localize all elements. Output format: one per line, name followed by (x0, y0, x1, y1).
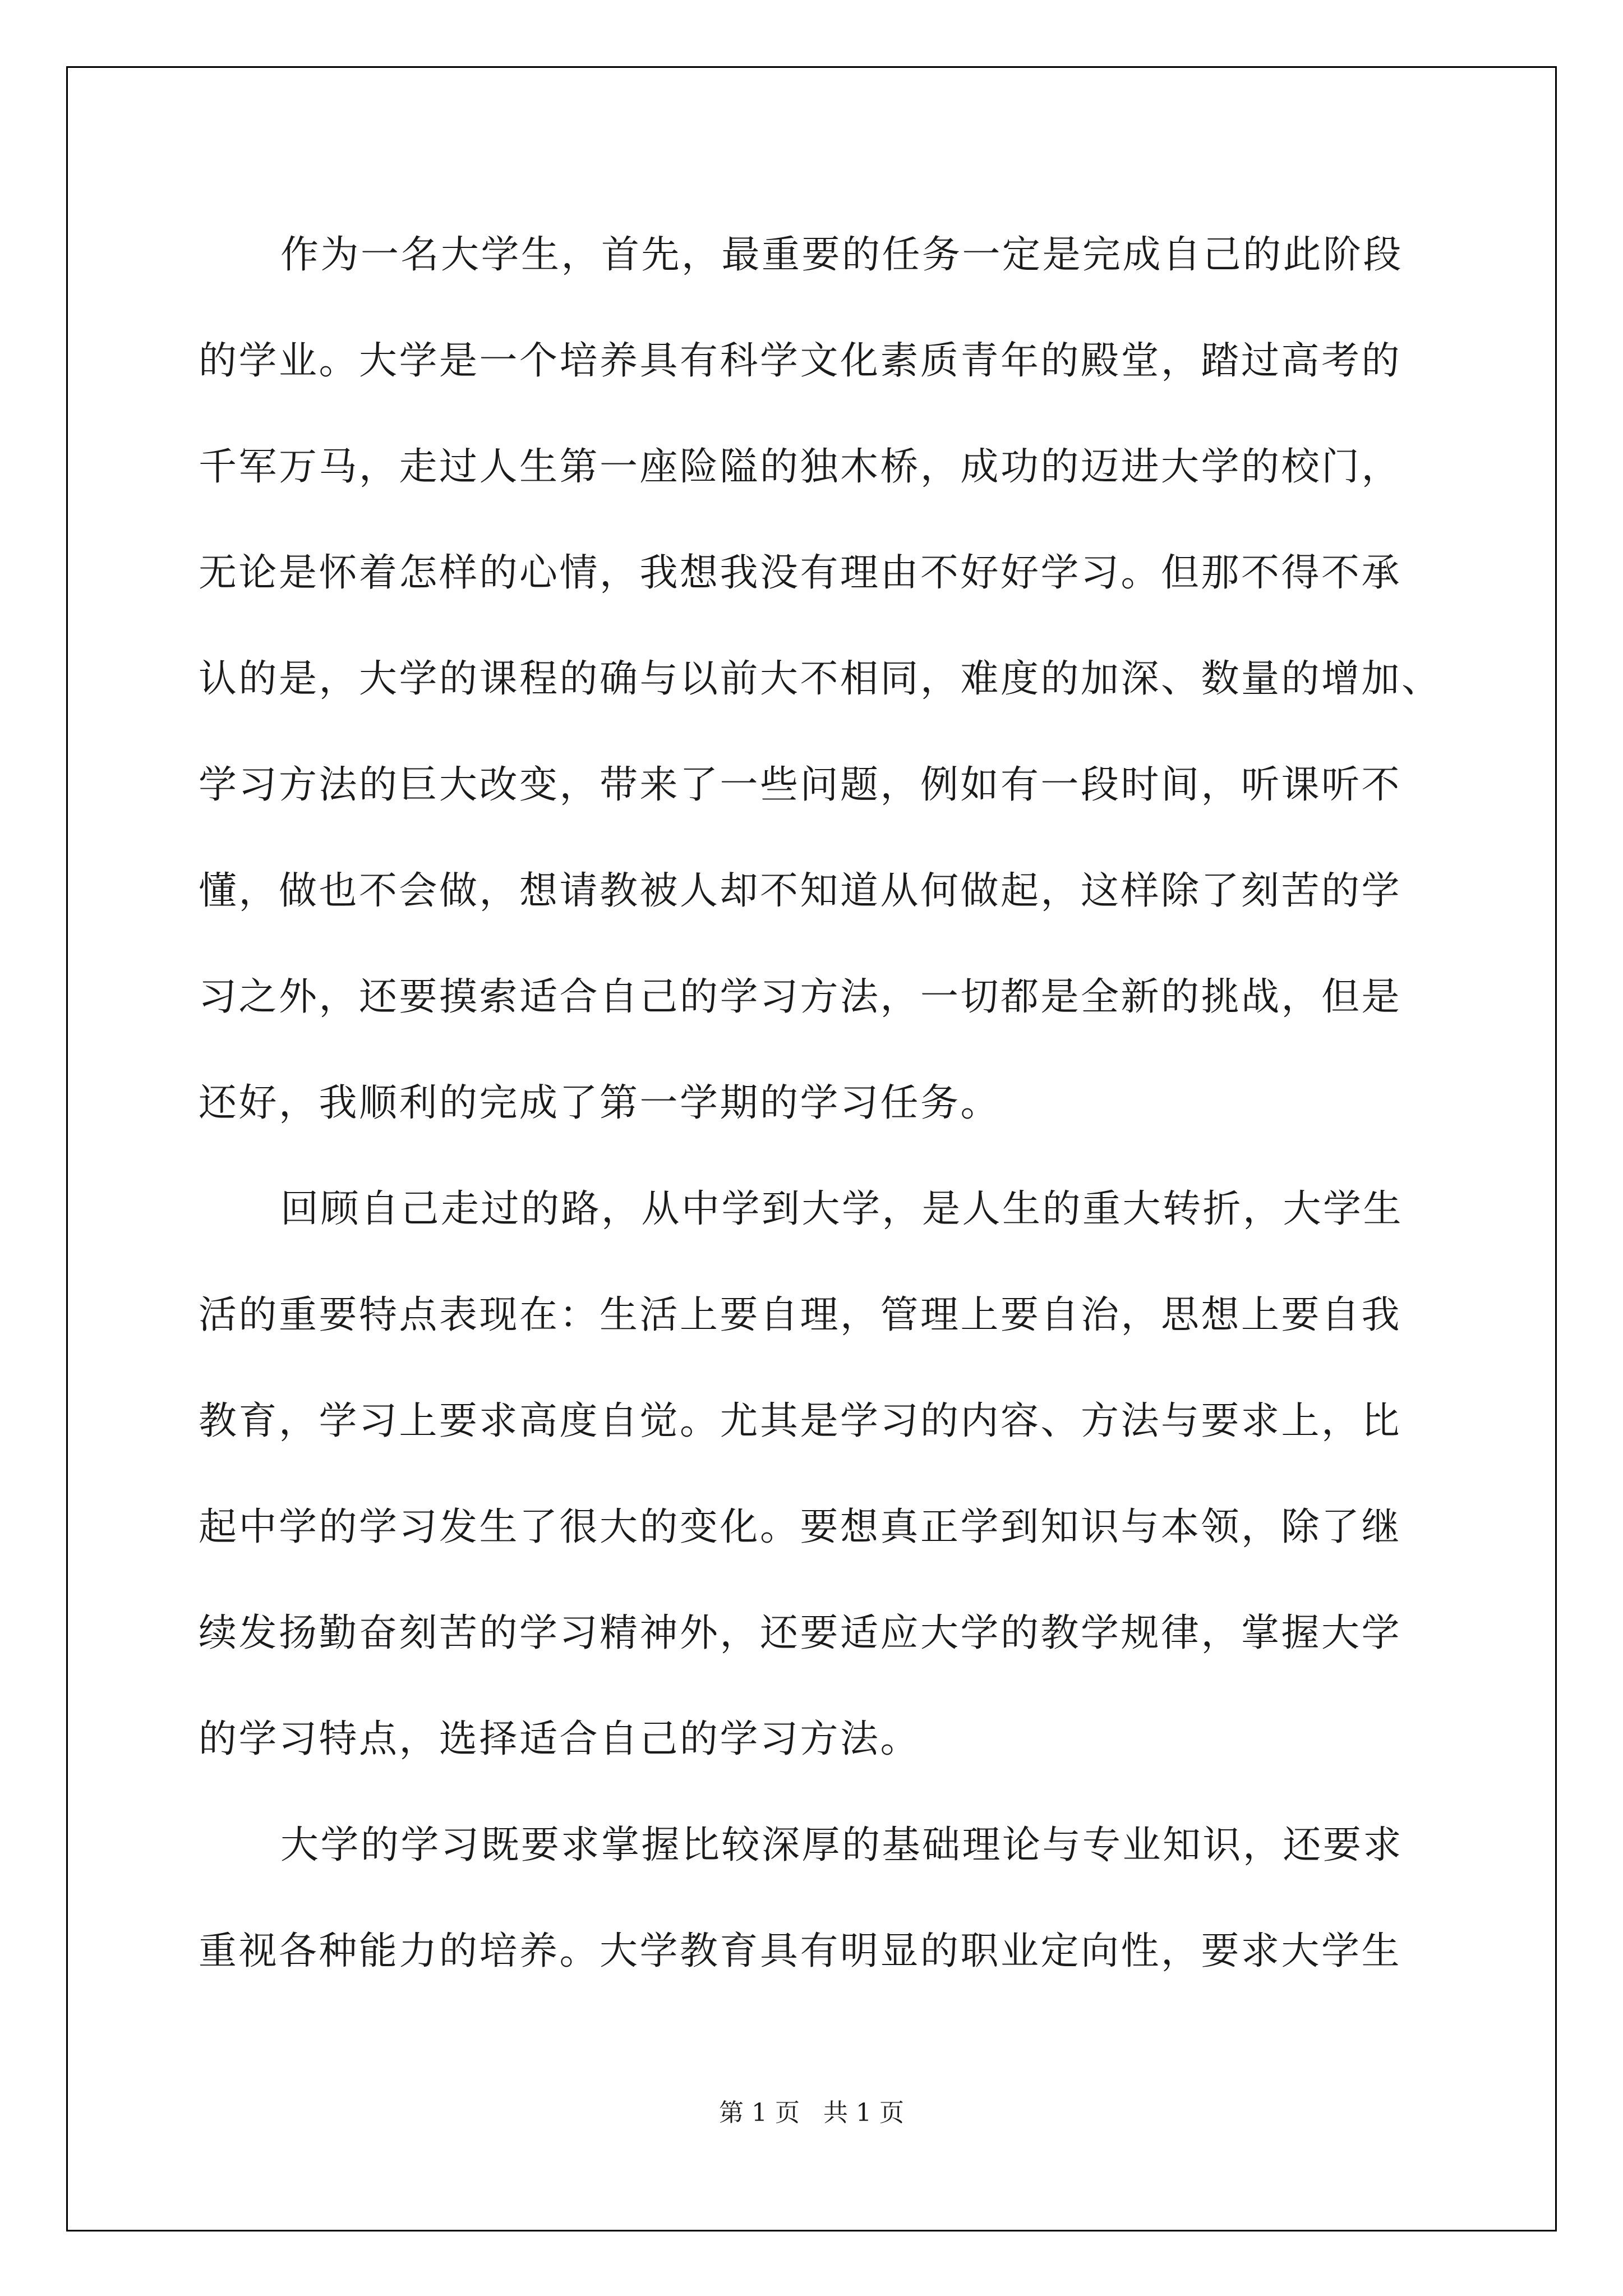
text-line: 重视各种能力的培养。大学教育具有明显的职业定向性，要求大学生 (199, 1929, 1402, 1973)
text-line: 的学习特点，选择适合自己的学习方法。 (199, 1717, 921, 1761)
page-number-footer: 第 1 页 共 1 页 (719, 2099, 904, 2127)
text-line: 大学的学习既要求掌握比较深厚的基础理论与专业知识，还要求 (280, 1823, 1404, 1867)
text-line: 作为一名大学生，首先，最重要的任务一定是完成自己的此阶段 (280, 233, 1404, 277)
text-line: 懂，做也不会做，想请教被人却不知道从何做起，这样除了刻苦的学 (199, 869, 1402, 913)
paragraph-2 (199, 1173, 1432, 1809)
text-line: 认的是，大学的课程的确与以前大不相同，难度的加深、数量的增加、 (199, 657, 1442, 701)
paragraph-1 (199, 219, 1442, 1173)
text-line: 学习方法的巨大改变，带来了一些问题，例如有一段时间，听课听不 (199, 763, 1402, 807)
text-line: 教育，学习上要求高度自觉。尤其是学习的内容、方法与要求上，比 (199, 1399, 1402, 1443)
text-line: 还好，我顺利的完成了第一学期的学习任务。 (199, 1081, 1001, 1125)
text-line: 无论是怀着怎样的心情，我想我没有理由不好好学习。但那不得不承 (199, 551, 1402, 595)
text-line: 续发扬勤奋刻苦的学习精神外，还要适应大学的教学规律，掌握大学 (199, 1611, 1402, 1655)
document-body (199, 219, 1442, 2021)
text-line: 千军万马，走过人生第一座险隘的独木桥，成功的迈进大学的校门， (199, 445, 1402, 489)
text-line: 活的重要特点表现在：生活上要自理，管理上要自治，思想上要自我 (199, 1293, 1402, 1337)
text-line: 的学业。大学是一个培养具有科学文化素质青年的殿堂，踏过高考的 (199, 339, 1402, 383)
text-line: 习之外，还要摸索适合自己的学习方法，一切都是全新的挑战，但是 (199, 975, 1402, 1019)
paragraph-3 (199, 1809, 1432, 2021)
text-line: 回顾自己走过的路，从中学到大学，是人生的重大转折，大学生 (280, 1187, 1404, 1231)
text-line: 起中学的学习发生了很大的变化。要想真正学到知识与本领，除了继 (199, 1505, 1402, 1549)
